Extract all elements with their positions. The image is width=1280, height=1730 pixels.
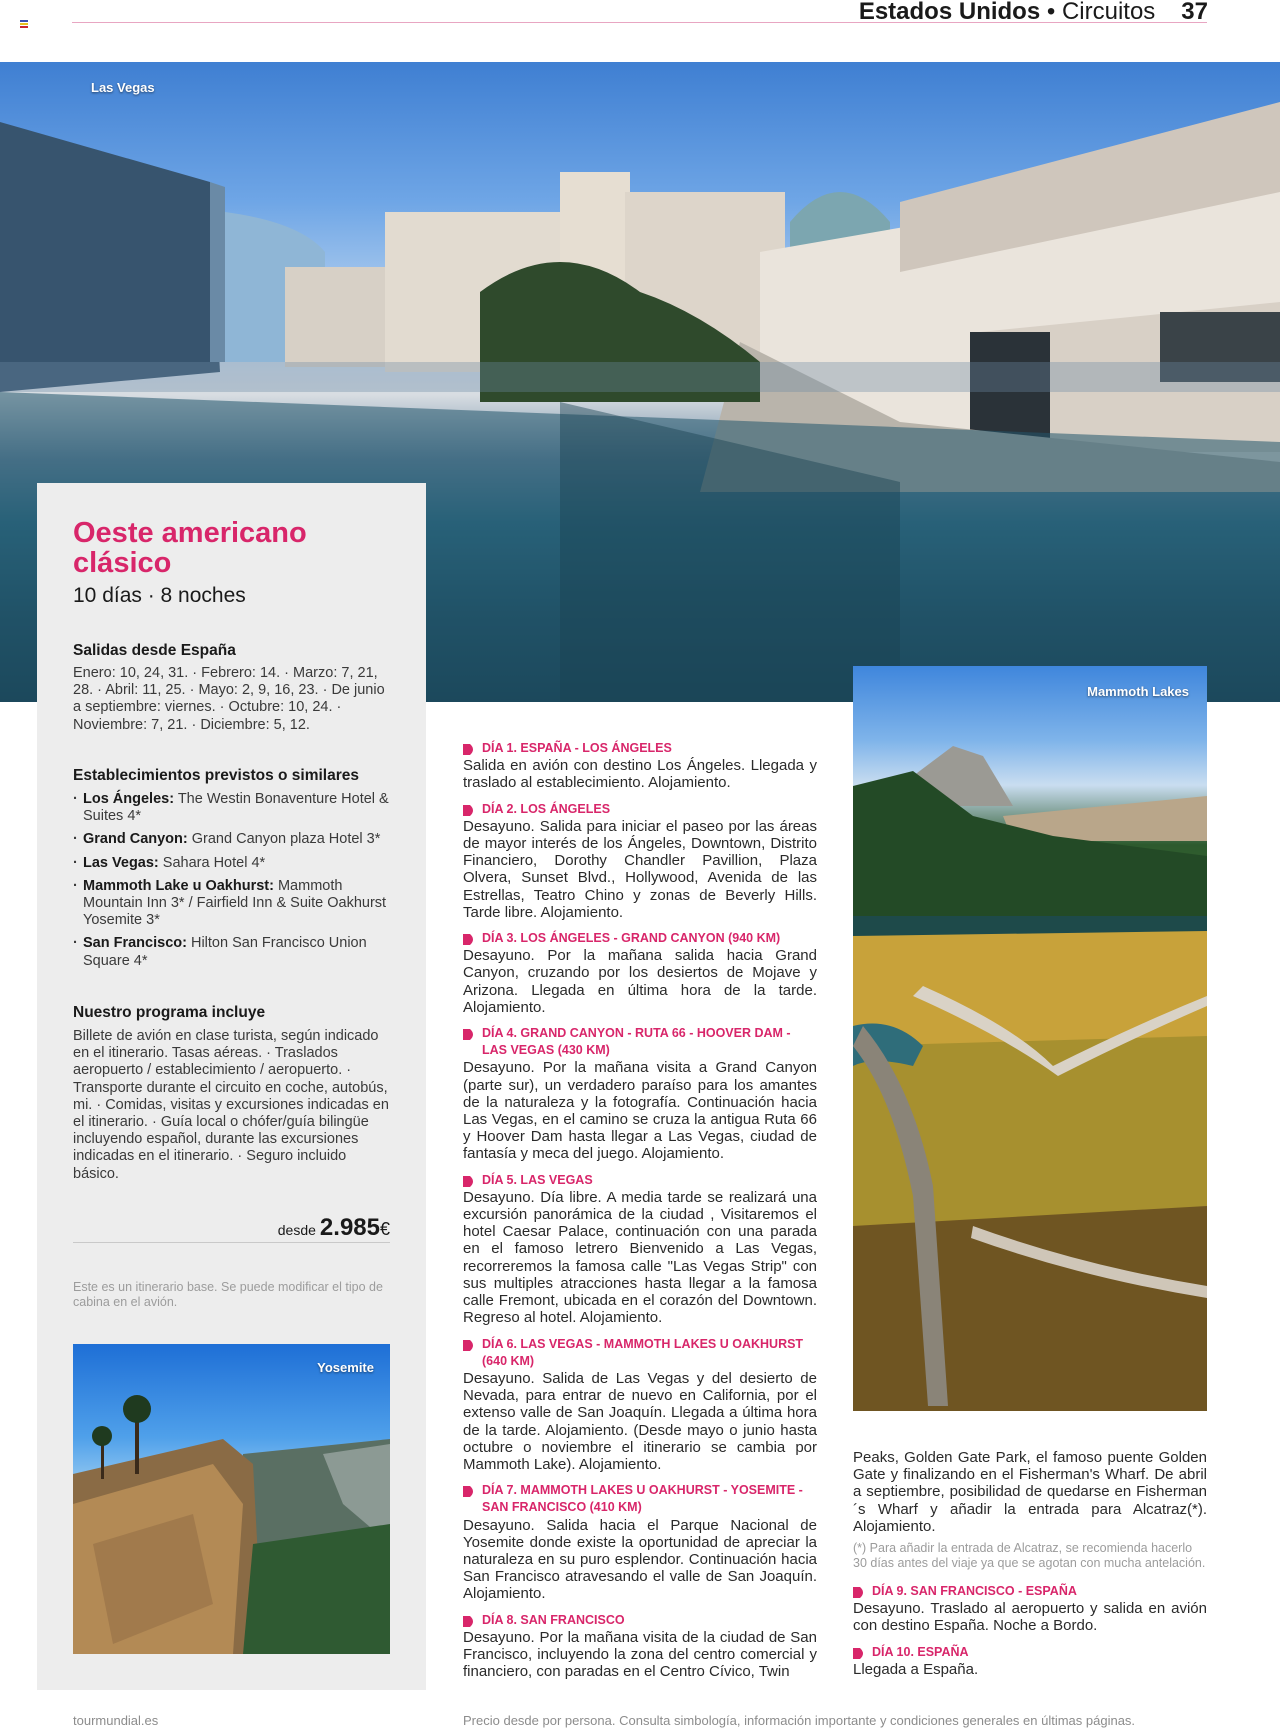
alcatraz-note: (*) Para añadir la entrada de Alcatraz, se recomienda hacerlo 30 días antes del viaje ya que se agotan con mucha antelación.: [853, 1541, 1206, 1571]
day-text: Desayuno. Día libre. A media tarde se realizará una excursión panorámica de la ciudad , Visitaremos el hotel Caesar Palace, continuación con una parada en el famoso letrero Bienvenido a Las Vegas, recorreremos la famosa calle "Las Vegas Strip" con sus multiples atracciones hasta llegar a la famosa calle Fremont, ubicada en el corazón del Downtown. Regreso al hotel. Alojamiento.: [463, 1188, 817, 1327]
itinerary-day: [463, 1612, 817, 1681]
photo-label-mammoth-lakes: Mammoth Lakes: [1087, 684, 1189, 699]
day-title: [463, 801, 817, 818]
day-title-text: DÍA 9. SAN FRANCISCO - ESPAÑA: [872, 1584, 1077, 1599]
footer-website-link[interactable]: tourmundial.es: [73, 1713, 159, 1728]
hotels-heading: Establecimientos previstos o similares: [73, 767, 360, 784]
hotel-city: Las Vegas:: [83, 854, 159, 871]
header-country: Estados Unidos: [858, 0, 1041, 25]
hotel-name: Grand Canyon plaza Hotel 3*: [187, 831, 381, 848]
day-text: Desayuno. Salida para iniciar el paseo por las áreas de mayor interés de los Ángeles, Downtown, Distrito Financiero, Dorothy Chandler Pavillion, Plaza Olvera, Sunset Blvd., Hollywood, Avenida de las Estrellas, Teatro Chino y zonas de Beverly Hills. Tarde libre. Alojamiento.: [463, 817, 817, 921]
day-title-text: DÍA 8. SAN FRANCISCO: [482, 1612, 625, 1627]
day-text: Desayuno. Salida de Las Vegas y del desierto de Nevada, para entrar de nuevo en California, por el extenso valle de San Joaquín. Llegada a última hora de la tarde. Alojamiento. (Desde mayo o junio hasta octubre o noviembre el itinerario se cambia por Mammoth Lake). Alojamiento.: [463, 1369, 817, 1473]
day-title-text: DÍA 1. ESPAÑA - LOS ÁNGELES: [482, 741, 672, 755]
itinerary-day: [463, 1025, 817, 1163]
day-title-text: DÍA 2. LOS ÁNGELES: [482, 801, 611, 816]
itinerary-day: [463, 740, 817, 792]
day-text: Desayuno. Traslado al aeropuerto y salida en avión con destino España. Noche a Bordo.: [853, 1600, 1207, 1635]
day-title: [463, 1482, 817, 1516]
hotel-city: Grand Canyon:: [83, 831, 188, 848]
day-8-continued-text: Peaks, Golden Gate Park, el famoso puente Golden Gate y finalizando en el Fisherman's Wharf. De abril a septiembre, posibilidad de quedarse en Fisherman´s Wharf y añadir la entrada para Alcatraz(*). Alojamiento.: [853, 1449, 1207, 1535]
day-text: Llegada a España.: [853, 1660, 979, 1678]
mammoth-illustration: [853, 666, 1207, 1411]
hotel-item: [73, 855, 403, 872]
footer-note: Precio desde por persona. Consulta simbología, información importante y condiciones generales en últimas páginas.: [463, 1713, 1136, 1728]
day-title: [853, 1583, 1207, 1600]
departures-heading: Salidas desde España: [73, 642, 236, 659]
arrow-bullet-icon: [853, 1648, 866, 1659]
day-title-text: DÍA 5. LAS VEGAS: [482, 1172, 593, 1187]
hotel-city: Mammoth Lake u Oakhurst:: [83, 877, 274, 894]
day-title: [463, 1025, 817, 1059]
arrow-bullet-icon: [463, 1616, 476, 1627]
day-title-text: DÍA 7. MAMMOTH LAKES U OAKHURST - YOSEMITE - SAN FRANCISCO (410 KM): [482, 1483, 803, 1515]
yosemite-illustration: [73, 1344, 390, 1654]
price-divider: [73, 1242, 390, 1243]
header-separator: •: [1040, 0, 1062, 25]
day-text: Salida en avión con destino Los Ángeles. Llegada y traslado al establecimiento. Alojamiento.: [463, 757, 817, 792]
photo-mammoth-lakes: [853, 666, 1207, 1411]
hotel-city: Los Ángeles:: [83, 791, 175, 807]
day-title-text: DÍA 6. LAS VEGAS - MAMMOTH LAKES U OAKHURST (640 KM): [482, 1336, 804, 1368]
hotel-name: Sahara Hotel 4*: [158, 854, 266, 871]
hotel-item: [73, 791, 403, 825]
arrow-bullet-icon: [463, 1486, 476, 1497]
itinerary-day: [853, 1583, 1207, 1635]
itinerary-day: [463, 1336, 817, 1474]
trip-duration: 10 días · 8 noches: [73, 584, 246, 607]
itinerary-disclaimer: Este es un itinerario base. Se puede modificar el tipo de cabina en el avión.: [73, 1280, 383, 1309]
itinerary-day: [463, 1172, 817, 1327]
hotel-item: [73, 935, 403, 969]
hotel-name: The Westin Bonaventure Hotel & Suites 4*: [83, 791, 389, 825]
day-title-text: DÍA 10. ESPAÑA: [872, 1644, 969, 1659]
hotel-city: San Francisco:: [83, 935, 187, 952]
price-currency: €: [379, 1219, 390, 1239]
price-amount: 2.985: [319, 1214, 380, 1241]
header-section: Circuitos: [1061, 0, 1156, 25]
itinerary-day: [463, 801, 817, 921]
arrow-bullet-icon: [463, 1176, 476, 1187]
day-text: Desayuno. Salida hacia el Parque Nacional de Yosemite donde existe la oportunidad de apreciar la naturaleza en su puro esplendor. Continuación hacia San Francisco atravesando el valle de San Joaquín. Alojamiento.: [463, 1516, 817, 1603]
itinerary-column-right: [853, 1449, 1207, 1687]
photo-label-yosemite: Yosemite: [317, 1360, 374, 1375]
price: [278, 1214, 390, 1242]
page-number: 37: [1181, 0, 1208, 25]
day-title: [463, 1336, 817, 1370]
day-title-text: DÍA 4. GRAND CANYON - RUTA 66 - HOOVER DAM - LAS VEGAS (430 KM): [482, 1026, 791, 1058]
page-header: [859, 0, 1208, 26]
price-prefix: desde: [277, 1222, 316, 1238]
arrow-bullet-icon: [463, 934, 476, 945]
day-text: Desayuno. Por la mañana visita a Grand Canyon (parte sur), un verdadero paraíso para los amantes de la naturaleza y la fotografía. Continuación hacia Las Vegas, en el camino se cruza la antigua Ruta 66 y Hoover Dam hasta llegar a Las Vegas, ciudad de fantasía y meca del juego. Alojamiento.: [463, 1059, 817, 1163]
day-title: [463, 740, 817, 757]
arrow-bullet-icon: [463, 1029, 476, 1040]
photo-yosemite: [73, 1344, 390, 1654]
day-title: [853, 1644, 1207, 1661]
arrow-bullet-icon: [853, 1587, 866, 1598]
itinerary-day: [853, 1644, 1207, 1678]
departures-text: Enero: 10, 24, 31. · Febrero: 14. · Marzo: 7, 21, 28. · Abril: 11, 25. · Mayo: 2, 9, 16, 23. · De junio a septiembre: viernes. · Octubre: 10, 24. · Noviembre: 7, 21. · Diciembre: 5, 12.: [73, 665, 385, 733]
arrow-bullet-icon: [463, 1340, 476, 1351]
hotel-name: Hilton San Francisco Union Square 4*: [83, 935, 367, 969]
photo-label-las-vegas: Las Vegas: [91, 80, 155, 95]
itinerary-day: [463, 930, 817, 1016]
day-title-text: DÍA 3. LOS ÁNGELES - GRAND CANYON (940 KM): [482, 931, 781, 946]
itinerary-column: [463, 740, 817, 1689]
hotel-name: Mammoth Mountain Inn 3* / Fairfield Inn & Suite Oakhurst Yosemite 3*: [83, 877, 387, 929]
arrow-bullet-icon: [463, 744, 476, 755]
day-title: [463, 1172, 817, 1189]
hotel-list: [73, 791, 403, 976]
hotel-item: [73, 831, 403, 848]
trip-title: Oeste americano clásico: [73, 517, 307, 579]
includes-heading: Nuestro programa incluye: [73, 1004, 266, 1021]
flag-icon: [20, 20, 28, 28]
day-title: [463, 930, 817, 947]
hotel-item: [73, 878, 403, 930]
itinerary-day: [463, 1482, 817, 1602]
arrow-bullet-icon: [463, 805, 476, 816]
day-text: Desayuno. Por la mañana salida hacia Grand Canyon, cruzando por los desiertos de Mojave y Arizona. Llegada en última hora de la tarde. Alojamiento.: [463, 947, 817, 1016]
includes-text: Billete de avión en clase turista, según indicado en el itinerario. Tasas aéreas. · Traslados aeropuerto / establecimiento / aeropuerto. · Transporte durante el circuito en coche, autobús, mi. · Comidas, visitas y excursiones indicadas en el itinerario. · Guía local o chófer/guía bilingüe incluyendo español, durante las excursiones indicadas en el itinerario. · Seguro incluido básico.: [73, 1028, 389, 1182]
day-text: Desayuno. Por la mañana visita de la ciudad de San Francisco, incluyendo la zona del centro comercial y financiero, con paradas en el Centro Cívico, Twin: [463, 1628, 817, 1681]
day-title: [463, 1612, 817, 1629]
